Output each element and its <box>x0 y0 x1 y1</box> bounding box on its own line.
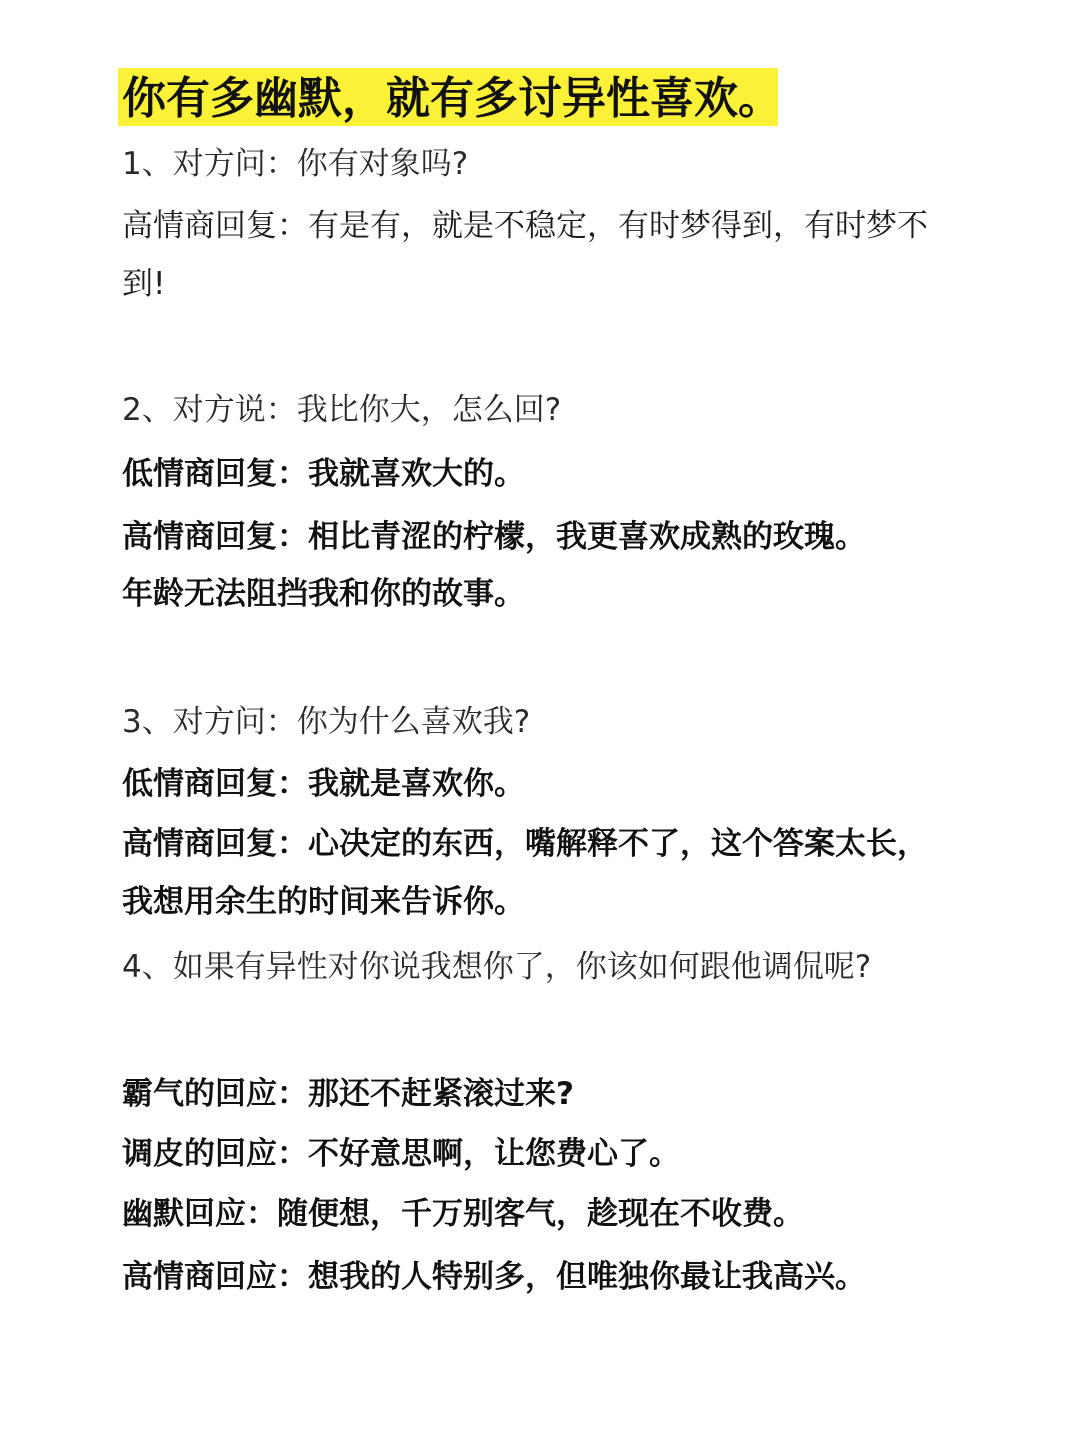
reply-4-domineering: 霸气的回应：那还不赶紧滚过来? <box>122 1076 574 1112</box>
answer-1-line-2: 到! <box>122 266 166 302</box>
answer-3-high-line-1: 高情商回复：心决定的东西，嘴解释不了，这个答案太长， <box>122 826 928 862</box>
answer-3-high-line-2: 我想用余生的时间来告诉你。 <box>122 884 525 920</box>
answer-2-high-line-1: 高情商回复：相比青涩的柠檬，我更喜欢成熟的玫瑰。 <box>122 519 866 555</box>
answer-2-high-line-2: 年龄无法阻挡我和你的故事。 <box>122 576 525 612</box>
answer-2-low: 低情商回复：我就喜欢大的。 <box>122 456 525 492</box>
question-3: 3、对方问：你为什么喜欢我? <box>122 704 531 740</box>
reply-4-playful: 调皮的回应：不好意思啊，让您费心了。 <box>122 1136 680 1172</box>
question-1: 1、对方问：你有对象吗? <box>122 146 469 182</box>
reply-4-humorous: 幽默回应：随便想，千万别客气，趁现在不收费。 <box>122 1196 804 1232</box>
answer-1-line-1: 高情商回复：有是有，就是不稳定，有时梦得到，有时梦不 <box>122 208 928 244</box>
page-title: 你有多幽默，就有多讨异性喜欢。 <box>122 73 782 124</box>
question-2: 2、对方说：我比你大，怎么回? <box>122 392 562 428</box>
answer-3-low: 低情商回复：我就是喜欢你。 <box>122 766 525 802</box>
reply-4-high-eq: 高情商回应：想我的人特别多，但唯独你最让我高兴。 <box>122 1259 866 1295</box>
question-4: 4、如果有异性对你说我想你了，你该如何跟他调侃呢? <box>122 949 872 985</box>
